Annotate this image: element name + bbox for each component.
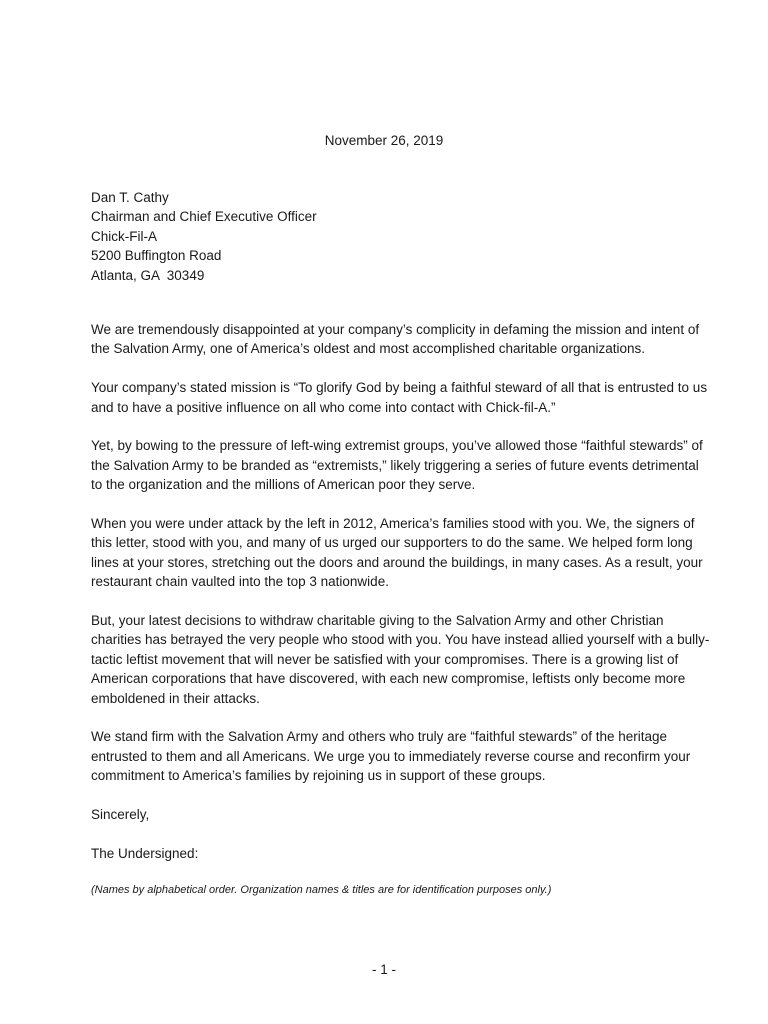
recipient-street: 5200 Buffington Road	[91, 248, 222, 264]
recipient-title: Chairman and Chief Executive Officer	[91, 209, 317, 225]
recipient-city-state-zip: Atlanta, GA 30349	[91, 267, 205, 283]
paragraph-2: Your company’s stated mission is “To glorify God by being a faithful steward of all that is entrusted to us and to have a positive influence on all who come into contact with Chick-fil-A.”	[91, 380, 708, 415]
paragraph-6: We stand firm with the Salvation Army and others who truly are “faithful stewards” of the heritage entrusted to them and all Americans. We urge you to immediately reverse course and reconfirm your commitment to America’s families by rejoining us in support of these groups.	[91, 729, 691, 784]
letter-closing: Sincerely,	[91, 807, 150, 823]
paragraph-1: We are tremendously disappointed at your company’s complicity in defaming the mission and intent of the Salvation Army, one of America’s oldest and most accomplished charitable organizations.	[91, 322, 700, 357]
paragraph-3: Yet, by bowing to the pressure of left-wing extremist groups, you’ve allowed those “faithful stewards” of the Salvation Army to be branded as “extremists,” likely triggering a series of future events detrimental to the organization and the millions of American poor they serve.	[91, 438, 703, 493]
paragraph-5: But, your latest decisions to withdraw charitable giving to the Salvation Army and other Christian charities has betrayed the very people who stood with you. You have instead allied yourself with a bully-tactic leftist movement that will never be satisfied with your compromises. There is a growing list of American corporations that have discovered, with each new compromise, leftists only become more emboldened in their attacks.	[91, 613, 710, 706]
letter-body	[91, 320, 711, 917]
recipient-company: Chick-Fil-A	[91, 228, 157, 244]
recipient-name: Dan T. Cathy	[91, 190, 169, 205]
undersigned-heading: The Undersigned:	[91, 845, 199, 861]
signatories-note: (Names by alphabetical order. Organization names & titles are for identification purposes only.)	[91, 883, 552, 896]
letter-date: November 26, 2019	[324, 133, 444, 148]
page-number: - 1 -	[371, 962, 396, 977]
paragraph-4: When you were under attack by the left in 2012, America’s families stood with you. We, the signers of this letter, stood with you, and many of us urged our supporters to do the same. We helped form long lines at your stores, stretching out the doors and around the buildings, in many cases. As a result, your restaurant chain vaulted into the top 3 nationwide.	[91, 516, 703, 590]
recipient-address	[91, 188, 711, 285]
